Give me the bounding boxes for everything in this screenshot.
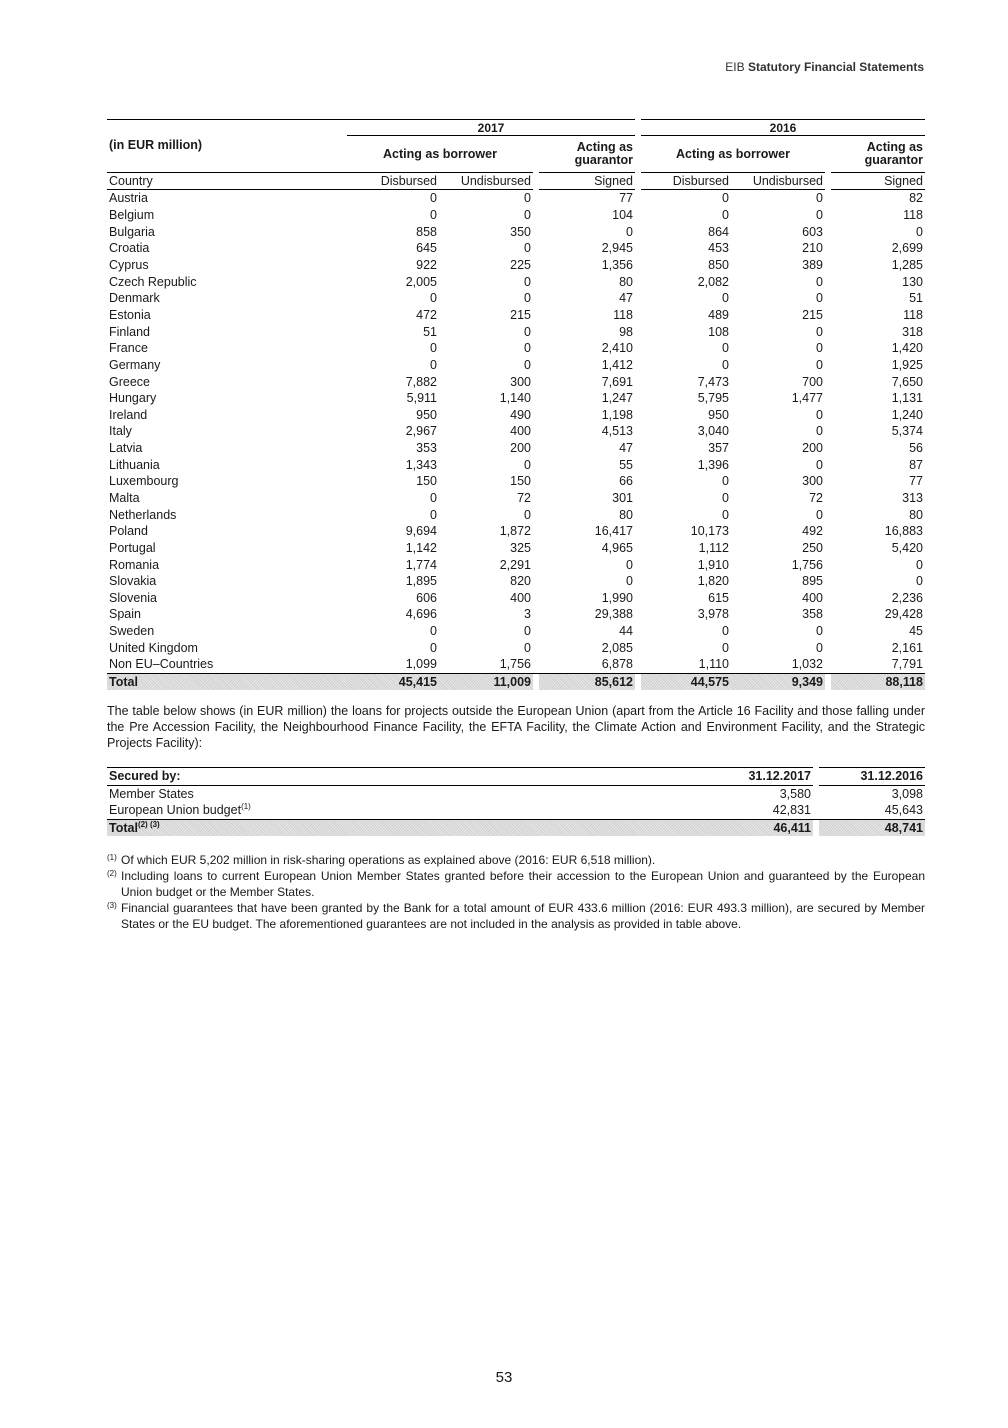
value-cell: 301 [612, 490, 633, 505]
acting-borrower-2016: Acting as borrower [676, 146, 790, 161]
footnote: (2) Including loans to current European Union Member States granted before their accession to the European Union and guaranteed by the European Union budget or the Member States. [107, 869, 925, 899]
value-cell: 2,082 [697, 274, 729, 289]
value-cell: 3,040 [697, 424, 729, 439]
table-row [107, 473, 925, 490]
value-cell: 200 [510, 441, 531, 456]
value-cell: 0 [722, 474, 729, 489]
table-row [107, 556, 925, 573]
value-cell: 1,142 [405, 540, 437, 555]
value-cell: 1,099 [405, 657, 437, 672]
table-row [107, 423, 925, 440]
value-cell: 1,396 [697, 457, 729, 472]
country-loans-table [107, 119, 925, 690]
value-cell: 5,420 [891, 540, 923, 555]
value-cell: 1,131 [891, 391, 923, 406]
value-cell: 0 [816, 407, 823, 422]
table-row [107, 190, 925, 207]
value-cell: 389 [802, 258, 823, 273]
value-cell: 0 [816, 324, 823, 339]
secured-row: Member States 3,580 3,098 [109, 786, 923, 801]
value-cell: 645 [416, 241, 437, 256]
country-cell: Croatia [109, 241, 150, 256]
value-cell: 87 [909, 457, 923, 472]
value-cell: 1,110 [698, 657, 729, 672]
col-undisbursed-2016: Undisbursed [731, 172, 825, 190]
value-cell: 16,883 [884, 524, 923, 539]
value-cell: 0 [816, 208, 823, 223]
value-cell: 3,978 [697, 607, 729, 622]
value-cell: 0 [816, 191, 823, 206]
country-cell: Poland [109, 524, 148, 539]
col-31-12-2016: 31.12.2016 [819, 768, 925, 786]
value-cell: 130 [902, 274, 923, 289]
country-cell: United Kingdom [109, 640, 198, 655]
country-cell: Latvia [109, 441, 143, 456]
value-cell: 118 [903, 208, 923, 223]
country-cell: Finland [109, 324, 150, 339]
table-row [107, 307, 925, 324]
value-cell: 108 [708, 324, 729, 339]
value-cell: 606 [416, 590, 437, 605]
acting-guarantor-2017: Acting as guarantor [574, 139, 633, 167]
value-cell: 864 [708, 224, 729, 239]
value-cell: 215 [510, 307, 531, 322]
value-cell: 489 [708, 307, 729, 322]
value-cell: 453 [708, 241, 729, 256]
value-cell: 1,477 [791, 391, 823, 406]
country-cell: Lithuania [109, 457, 160, 472]
value-cell: 300 [802, 474, 823, 489]
country-cell: Slovakia [109, 574, 157, 589]
value-cell: 0 [430, 490, 437, 505]
footnote: (1) Of which EUR 5,202 million in risk-sharing operations as explained above (2016: EUR 6,518 million). [107, 853, 656, 867]
value-cell: 490 [510, 407, 531, 422]
table-row [107, 590, 925, 607]
value-cell: 2,291 [499, 557, 531, 572]
value-cell: 1,910 [697, 557, 729, 572]
value-cell: 2,945 [601, 241, 633, 256]
table-row [107, 490, 925, 507]
country-cell: Netherlands [109, 507, 177, 522]
value-cell: 72 [809, 490, 823, 505]
value-cell: 0 [816, 341, 823, 356]
value-cell: 56 [909, 441, 923, 456]
value-cell: 358 [802, 607, 823, 622]
value-cell: 1,872 [499, 524, 531, 539]
table-row [107, 406, 925, 423]
value-cell: 0 [916, 574, 923, 589]
year-2017-header: 2017 [347, 120, 635, 136]
value-cell: 0 [430, 191, 437, 206]
value-cell: 0 [430, 291, 437, 306]
document-header [725, 60, 924, 74]
col-signed-2017: Signed [539, 172, 635, 190]
value-cell: 29,388 [594, 607, 633, 622]
secured-by-table [107, 767, 925, 836]
value-cell: 0 [524, 640, 531, 655]
value-cell: 0 [524, 357, 531, 372]
value-cell: 1,925 [891, 357, 923, 372]
table-row [107, 257, 925, 274]
value-cell: 29,428 [884, 607, 923, 622]
page-number: 53 [495, 1369, 513, 1386]
value-cell: 55 [619, 457, 633, 472]
intro-paragraph: The table below shows (in EUR million) the loans for projects outside the European Union (apart from the Article 16 Facility and those falling under the Pre Accession Facility, the Neighbourhood Finance Facility, the EFTA Facility, the Climate Action and Environment Facility, and the Strategic Projects Facility): [107, 704, 925, 750]
value-cell: 7,650 [891, 374, 923, 389]
value-cell: 0 [816, 291, 823, 306]
value-cell: 250 [802, 540, 823, 555]
table-row [107, 506, 925, 523]
country-cell: Non EU–Countries [109, 657, 214, 672]
value-cell: 0 [722, 341, 729, 356]
value-cell: 2,699 [891, 241, 923, 256]
value-cell: 0 [430, 357, 437, 372]
value-cell: 4,513 [601, 424, 633, 439]
value-cell: 1,240 [891, 407, 923, 422]
country-cell: Portugal [109, 540, 156, 555]
col-signed-2016: Signed [831, 172, 925, 190]
table-row [107, 390, 925, 407]
value-cell: 80 [619, 507, 633, 522]
value-cell: 318 [902, 324, 923, 339]
value-cell: 0 [722, 208, 729, 223]
value-cell: 0 [524, 241, 531, 256]
value-cell: 7,882 [405, 374, 437, 389]
value-cell: 7,691 [601, 374, 633, 389]
value-cell: 0 [626, 557, 633, 572]
value-cell: 1,990 [601, 590, 633, 605]
value-cell: 400 [510, 590, 531, 605]
total-row: Total 45,415 11,009 85,612 44,575 9,349 88,118 [109, 675, 923, 690]
table-row [107, 290, 925, 307]
acting-guarantor-2016: Acting as guarantor [864, 139, 923, 167]
value-cell: 0 [524, 291, 531, 306]
country-cell: Austria [109, 191, 148, 206]
table-row [107, 540, 925, 557]
table-row [107, 207, 925, 224]
table-row [107, 357, 925, 374]
value-cell: 1,756 [499, 657, 531, 672]
value-cell: 1,774 [405, 557, 437, 572]
value-cell: 400 [510, 424, 531, 439]
value-cell: 1,895 [405, 574, 437, 589]
table-row [107, 623, 925, 640]
value-cell: 0 [524, 507, 531, 522]
value-cell: 51 [423, 324, 437, 339]
value-cell: 1,247 [601, 391, 633, 406]
table-row [107, 573, 925, 590]
value-cell: 0 [816, 624, 823, 639]
value-cell: 0 [524, 324, 531, 339]
value-cell: 0 [722, 357, 729, 372]
country-cell: Estonia [109, 307, 151, 322]
value-cell: 44 [619, 624, 633, 639]
value-cell: 0 [524, 624, 531, 639]
value-cell: 2,085 [601, 640, 633, 655]
value-cell: 2,410 [601, 341, 633, 356]
value-cell: 850 [708, 258, 729, 273]
value-cell: 1,343 [405, 457, 437, 472]
country-cell: Greece [109, 374, 150, 389]
country-cell: Czech Republic [109, 274, 197, 289]
value-cell: 700 [802, 374, 823, 389]
header-prefix: EIB [725, 60, 745, 74]
value-cell: 0 [430, 507, 437, 522]
value-cell: 77 [619, 191, 633, 206]
value-cell: 7,791 [891, 657, 923, 672]
table-row [107, 240, 925, 257]
country-cell: Cyprus [109, 258, 149, 273]
value-cell: 858 [416, 224, 437, 239]
table-row [107, 639, 925, 656]
value-cell: 4,696 [405, 607, 437, 622]
value-cell: 0 [626, 224, 633, 239]
value-cell: 922 [416, 258, 437, 273]
table-row [107, 440, 925, 457]
value-cell: 353 [416, 441, 437, 456]
value-cell: 6,878 [601, 657, 633, 672]
value-cell: 0 [430, 208, 437, 223]
value-cell: 2,236 [891, 590, 923, 605]
country-cell: Ireland [109, 407, 148, 422]
header-title: Statutory Financial Statements [747, 60, 924, 74]
value-cell: 0 [524, 341, 531, 356]
value-cell: 0 [722, 191, 729, 206]
value-cell: 45 [909, 624, 923, 639]
value-cell: 82 [909, 191, 923, 206]
footnote: (3) Financial guarantees that have been granted by the Bank for a total amount of EUR 433.6 million (2016: EUR 493.3 million), are secured by Member States or the EU budget. The aforementioned guarantees are not included in the analysis as provided in table above. [107, 901, 925, 931]
value-cell: 7,473 [697, 374, 729, 389]
value-cell: 0 [916, 557, 923, 572]
value-cell: 350 [510, 224, 531, 239]
country-cell: Belgium [109, 208, 155, 223]
value-cell: 300 [510, 374, 531, 389]
table-row [107, 323, 925, 340]
value-cell: 1,756 [791, 557, 823, 572]
value-cell: 1,112 [698, 540, 729, 555]
value-cell: 10,173 [690, 524, 729, 539]
value-cell: 0 [722, 624, 729, 639]
value-cell: 104 [612, 208, 633, 223]
value-cell: 0 [816, 640, 823, 655]
value-cell: 1,285 [891, 258, 923, 273]
value-cell: 820 [510, 574, 531, 589]
value-cell: 16,417 [594, 524, 633, 539]
value-cell: 2,005 [405, 274, 437, 289]
value-cell: 950 [416, 407, 437, 422]
value-cell: 0 [524, 274, 531, 289]
value-cell: 0 [722, 507, 729, 522]
value-cell: 1,820 [697, 574, 729, 589]
value-cell: 118 [903, 307, 923, 322]
table-row [107, 223, 925, 240]
value-cell: 80 [909, 507, 923, 522]
value-cell: 0 [816, 457, 823, 472]
value-cell: 1,412 [601, 357, 633, 372]
value-cell: 66 [619, 474, 633, 489]
value-cell: 0 [722, 640, 729, 655]
country-cell: Denmark [109, 291, 160, 306]
value-cell: 225 [510, 258, 531, 273]
value-cell: 0 [430, 640, 437, 655]
value-cell: 150 [416, 474, 437, 489]
value-cell: 492 [802, 524, 823, 539]
table-row [107, 340, 925, 357]
value-cell: 0 [816, 424, 823, 439]
col-disbursed-2017: Disbursed [347, 172, 439, 190]
secured-row: European Union budget$^{(1)}$ 42,831 45,643 [109, 802, 923, 818]
value-cell: 5,795 [697, 391, 729, 406]
value-cell: 1,420 [891, 341, 923, 356]
year-2016-header: 2016 [641, 120, 925, 136]
value-cell: 0 [916, 224, 923, 239]
value-cell: 313 [902, 490, 923, 505]
value-cell: 80 [619, 274, 633, 289]
table-row [107, 606, 925, 623]
value-cell: 5,911 [406, 391, 437, 406]
value-cell: 0 [524, 191, 531, 206]
secured-by-header: Secured by: [107, 768, 707, 786]
value-cell: 4,965 [601, 540, 633, 555]
footnotes [107, 852, 925, 932]
value-cell: 2,967 [405, 424, 437, 439]
country-cell: Malta [109, 490, 140, 505]
value-cell: 200 [802, 441, 823, 456]
col-31-12-2017: 31.12.2017 [707, 768, 813, 786]
value-cell: 47 [619, 441, 633, 456]
value-cell: 325 [510, 540, 531, 555]
value-cell: 472 [416, 307, 437, 322]
value-cell: 47 [619, 291, 633, 306]
country-cell: Spain [109, 607, 141, 622]
country-cell: France [109, 341, 148, 356]
value-cell: 0 [722, 490, 729, 505]
value-cell: 5,374 [891, 424, 923, 439]
value-cell: 400 [802, 590, 823, 605]
value-cell: 72 [517, 490, 531, 505]
value-cell: 0 [816, 507, 823, 522]
country-cell: Sweden [109, 624, 155, 639]
value-cell: 150 [510, 474, 531, 489]
value-cell: 51 [909, 291, 923, 306]
value-cell: 1,140 [499, 391, 531, 406]
country-cell: Luxembourg [109, 474, 179, 489]
table-row [107, 456, 925, 473]
acting-borrower-2017: Acting as borrower [383, 146, 497, 161]
value-cell: 0 [524, 457, 531, 472]
country-cell: Romania [109, 557, 160, 572]
value-cell: 1,356 [601, 258, 633, 273]
value-cell: 118 [613, 307, 633, 322]
value-cell: 9,694 [405, 524, 437, 539]
value-cell: 603 [802, 224, 823, 239]
col-disbursed-2016: Disbursed [641, 172, 731, 190]
value-cell: 215 [802, 307, 823, 322]
value-cell: 3 [524, 607, 531, 622]
col-undisbursed-2017: Undisbursed [439, 172, 533, 190]
col-country: Country [107, 172, 347, 190]
country-cell: Slovenia [109, 590, 157, 605]
value-cell: 0 [626, 574, 633, 589]
country-cell: Bulgaria [109, 224, 155, 239]
value-cell: 0 [816, 357, 823, 372]
table-row [107, 656, 925, 673]
value-cell: 895 [802, 574, 823, 589]
value-cell: 210 [802, 241, 823, 256]
unit-label: (in EUR million) [109, 137, 203, 152]
value-cell: 1,198 [601, 407, 633, 422]
country-cell: Germany [109, 357, 161, 372]
value-cell: 2,161 [891, 640, 923, 655]
value-cell: 950 [708, 407, 729, 422]
value-cell: 1,032 [791, 657, 823, 672]
value-cell: 0 [430, 341, 437, 356]
table-row [107, 373, 925, 390]
value-cell: 0 [816, 274, 823, 289]
country-cell: Hungary [109, 391, 157, 406]
secured-total-row: Total$^{(2) (3)}$ 46,411 48,741 [109, 819, 923, 835]
value-cell: 77 [909, 474, 923, 489]
country-cell: Italy [109, 424, 132, 439]
value-cell: 0 [430, 624, 437, 639]
value-cell: 0 [722, 291, 729, 306]
table-row [107, 523, 925, 540]
value-cell: 615 [708, 590, 729, 605]
value-cell: 98 [619, 324, 633, 339]
value-cell: 0 [524, 208, 531, 223]
table-row [107, 273, 925, 290]
value-cell: 357 [708, 441, 729, 456]
